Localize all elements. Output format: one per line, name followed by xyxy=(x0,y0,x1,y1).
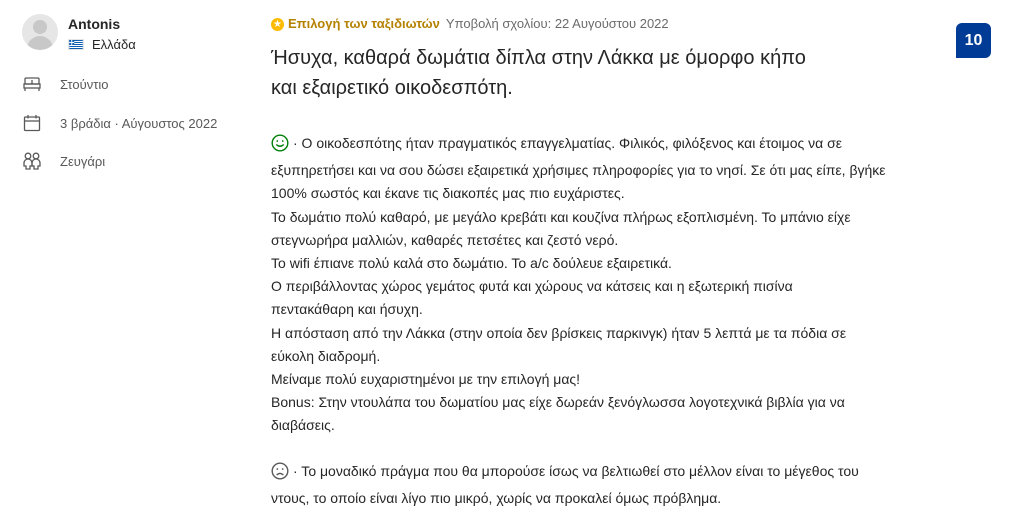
negative-review xyxy=(271,460,971,510)
traveler-type xyxy=(22,151,105,171)
reviewer-header xyxy=(22,14,252,52)
greece-flag-icon xyxy=(68,39,84,50)
traveler-type-label: Ζευγάρι xyxy=(60,153,106,169)
country-label: Ελλάδα xyxy=(92,37,136,52)
stay-label: 3 βράδια · Αύγουστος 2022 xyxy=(60,115,218,131)
reviewer-country xyxy=(68,37,136,52)
reviewer-panel xyxy=(22,14,252,169)
positive-line: διαβάσεις. xyxy=(271,417,335,434)
positive-line: Η απόσταση από την Λάκκα (στην οποία δεν βρίσκεις παρκινγκ) ήταν 5 λεπτά με τα πόδια σε xyxy=(271,324,847,341)
positive-line: Το δωμάτιο πολύ καθαρό, με μεγάλο κρεβάτι και κουζίνα πλήρως εξοπλισμένη. Το μπάνιο είχε xyxy=(271,208,851,225)
positive-line: Το wifi έπιανε πολύ καλά στο δωμάτιο. Το a/c δούλευε εξαιρετικά. xyxy=(271,255,672,272)
stay-info xyxy=(22,113,217,133)
review-title-line: Ήσυχα, καθαρά δωμάτια δίπλα στην Λάκκα με όμορφο κήπο xyxy=(271,47,806,69)
positive-line: στεγνωρήρα μαλλιών, καθαρές πετσέτες και ζεστό νερό. xyxy=(271,231,619,248)
avatar xyxy=(22,14,58,50)
positive-review xyxy=(271,132,971,438)
travelers-choice-badge: Επιλογή των ταξιδιωτών xyxy=(288,16,440,31)
star-badge-icon: ★ xyxy=(271,18,284,31)
negative-line: ντους, το οποίο είναι λίγο πιο μικρό, χωρίς να προκαλεί όμως πρόβλημα. xyxy=(271,489,722,506)
review-date: Υποβολή σχολίου: 22 Αυγούστου 2022 xyxy=(445,16,669,31)
room-type xyxy=(22,74,108,94)
couple-icon xyxy=(22,151,42,171)
negative-line: · Το μοναδικό πράγμα που θα μπορούσε ίσως να βελτιωθεί στο μέλλον είναι το μέγεθος του xyxy=(293,462,859,479)
sad-face-icon xyxy=(271,462,289,487)
reviewer-name: Antonis xyxy=(68,16,121,32)
calendar-icon xyxy=(22,113,42,133)
room-type-label: Στούντιο xyxy=(60,76,109,92)
positive-line: Bonus: Στην ντουλάπα του δωματίου μας είχε δωρεάν ξενόγλωσσα λογοτεχνικά βιβλία για να xyxy=(271,394,845,411)
positive-line: εύκολη διαδρομή. xyxy=(271,347,381,364)
happy-face-icon xyxy=(271,134,289,159)
positive-line: εξυπηρετήσει και να σου δώσει εξαιρετικά χρήσιμες πληροφορίες για το νησί. Σε ότι μας είπε, βγήκε xyxy=(271,162,886,179)
review-title-line: και εξαιρετικό οικοδεσπότη. xyxy=(271,77,513,99)
review-title xyxy=(271,43,911,103)
positive-line: 100% σωστός και έκανε τις διακοπές μας πιο ευχάριστες. xyxy=(271,185,625,202)
review-score-badge: 10 xyxy=(956,23,991,58)
positive-line: πεντακάθαρη και ήσυχη. xyxy=(271,301,423,318)
review-meta xyxy=(271,14,971,34)
positive-line: Μείναμε πολύ ευχαριστημένοι με την επιλογή μας! xyxy=(271,371,581,388)
positive-line: · Ο οικοδεσπότης ήταν πραγματικός επαγγελματίας. Φιλικός, φιλόξενος και έτοιμος να σε xyxy=(293,135,843,151)
review-content xyxy=(271,14,971,510)
bed-icon xyxy=(22,74,42,94)
positive-line: Ο περιβάλλοντας χώρος γεμάτος φυτά και χώρους να κάτσεις και η εξωτερική πισίνα xyxy=(271,278,793,295)
